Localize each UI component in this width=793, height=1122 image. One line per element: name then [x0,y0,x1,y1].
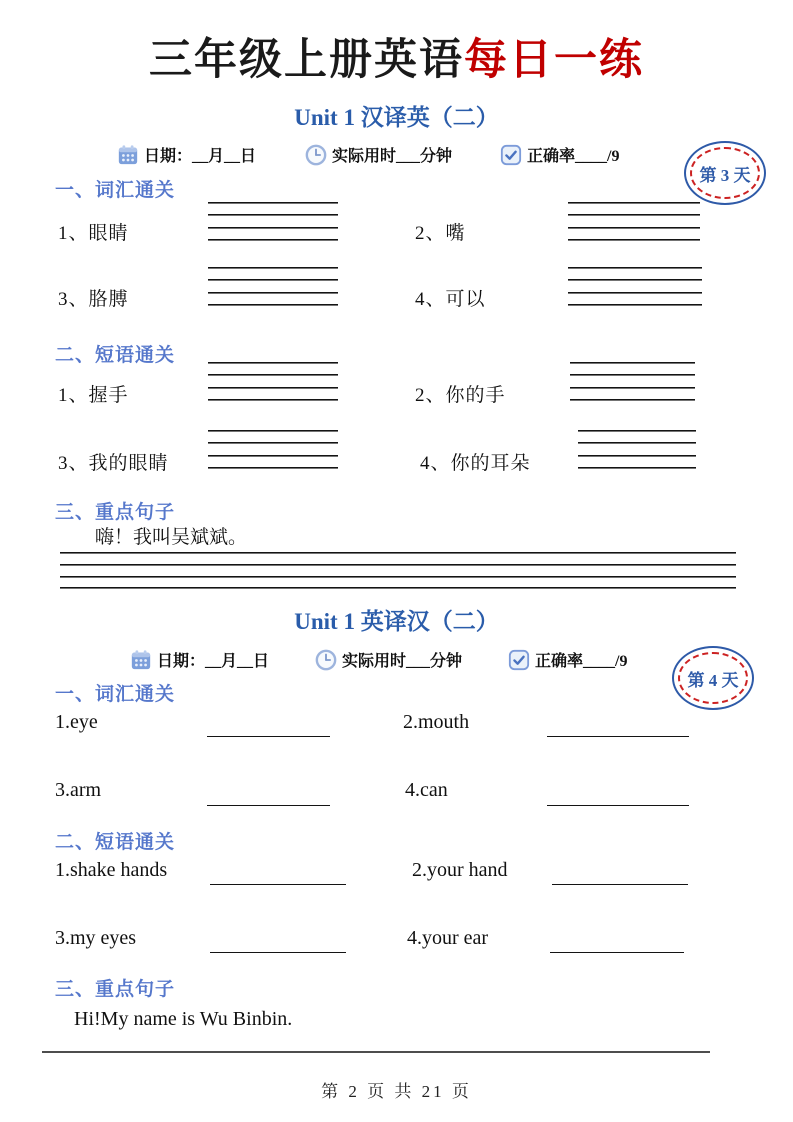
day-badge-3 [684,141,766,205]
s1-vocab-item-2: 2、嘴 [415,223,466,244]
answer-line [210,952,346,953]
page-title-black: 三年级上册英语 [149,37,464,84]
meta-accuracy-label: 正确率____/9 [527,148,620,165]
s2-phrase-item-1: 1.shake hands [55,859,168,881]
checkbox-icon [508,649,530,671]
meta-time-label: 实际用时___分钟 [342,653,463,670]
s2-vocab-item-1: 1.eye [55,711,98,733]
page-title [0,26,793,87]
s2-vocab-item-2: 2.mouth [403,711,470,733]
s1-phrase-item-1: 1、握手 [58,385,129,406]
meta-time-2 [315,648,462,671]
s2-sentence-heading: 三、重点句子 [55,979,176,1000]
answer-line [207,736,330,737]
answer-line [550,952,684,953]
s1-phrase-item-3: 3、我的眼睛 [58,453,169,474]
checkbox-icon [500,144,522,166]
answer-grid [208,430,338,469]
unit2-title: Unit 1 英译汉（二） [294,609,499,634]
answer-line [207,805,330,806]
page-title-red: 每日一练 [464,37,644,84]
calendar-icon [130,649,152,671]
meta-accuracy-label: 正确率____/9 [535,653,628,670]
sentence-answer-grid [60,552,736,589]
answer-grid [208,362,338,401]
meta-accuracy-1 [500,143,619,166]
day-badge-4-label: 第 4 天 [687,670,739,690]
s2-phrase-heading: 二、短语通关 [55,832,176,853]
calendar-icon [117,144,139,166]
answer-line [210,884,346,885]
answer-grid [568,267,702,306]
answer-grid [568,202,700,241]
meta-date-label: 日期：__月__日 [157,653,270,670]
s2-phrase-item-2: 2.your hand [412,859,508,881]
s2-phrase-item-3: 3.my eyes [55,927,137,949]
day-badge-4 [672,646,754,710]
sentence-answer-line [42,1051,710,1053]
s2-sentence: Hi!My name is Wu Binbin. [74,1008,293,1030]
unit1-title: Unit 1 汉译英（二） [294,105,499,130]
s2-phrase-item-4: 4.your ear [407,927,489,949]
clock-icon [315,649,337,671]
s2-vocab-item-4: 4.can [405,779,448,801]
s1-vocab-heading: 一、词汇通关 [55,180,176,201]
day-badge-4-inner [678,652,748,704]
s2-vocab-heading: 一、词汇通关 [55,684,176,705]
page-number: 第 2 页 共 21 页 [321,1082,472,1101]
meta-date-1 [117,143,256,166]
meta-date-label: 日期：__月__日 [144,148,257,165]
meta-time-label: 实际用时___分钟 [332,148,453,165]
s1-sentence: 嗨！我叫吴斌斌。 [95,527,248,548]
answer-grid [208,267,338,306]
s1-vocab-item-4: 4、可以 [415,289,486,310]
answer-grid [578,430,696,469]
clock-icon [305,144,327,166]
s1-phrase-item-2: 2、你的手 [415,385,506,406]
s2-vocab-item-3: 3.arm [55,779,102,801]
s1-phrase-heading: 二、短语通关 [55,345,176,366]
meta-time-1 [305,143,452,166]
answer-line [552,884,688,885]
s1-vocab-item-1: 1、眼睛 [58,223,129,244]
s1-phrase-item-4: 4、你的耳朵 [420,453,531,474]
s1-vocab-item-3: 3、胳膊 [58,289,129,310]
answer-line [547,805,689,806]
answer-grid [208,202,338,241]
day-badge-3-inner [690,147,760,199]
answer-grid [570,362,695,401]
answer-line [547,736,689,737]
s1-sentence-heading: 三、重点句子 [55,502,176,523]
day-badge-3-label: 第 3 天 [699,165,751,185]
meta-date-2 [130,648,269,671]
meta-accuracy-2 [508,648,627,671]
